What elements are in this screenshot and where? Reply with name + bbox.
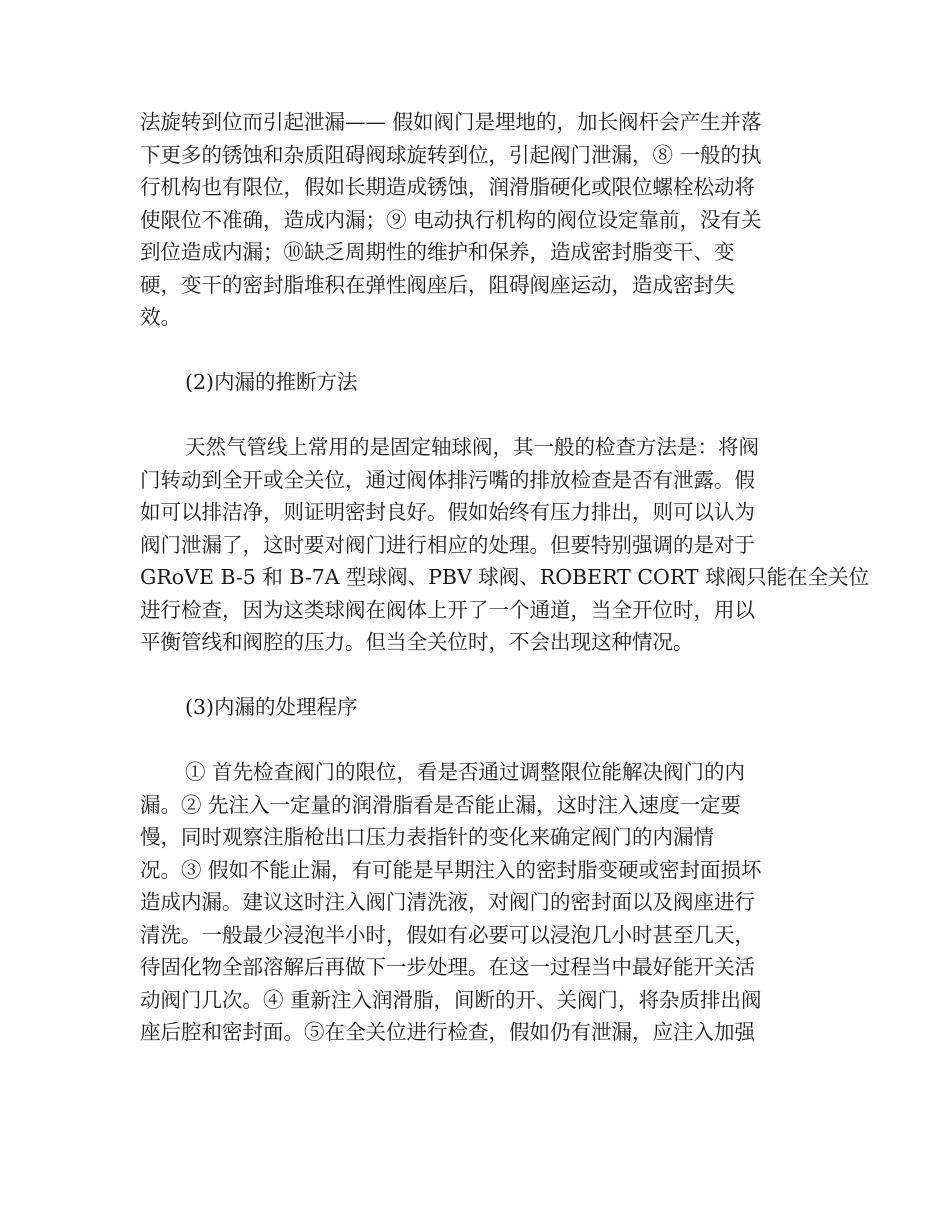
text-line: 法旋转到位而引起泄漏—— 假如阀门是埋地的，加长阀杆会产生并落 bbox=[140, 110, 762, 134]
text-line: ① 首先检查阀门的限位，看是否通过调整限位能解决阀门的内 bbox=[185, 760, 746, 784]
section-heading-leak-detection: (2)内漏的推断方法 bbox=[185, 370, 358, 394]
text-line: 进行检查，因为这类球阀在阀体上开了一个通道，当全开位时，用以 bbox=[140, 597, 755, 622]
text-line: 硬，变干的密封脂堆积在弹性阀座后，阻碍阀座运动，造成密封失 bbox=[140, 272, 735, 297]
text-line: 慢，同时观察注脂枪出口压力表指针的变化来确定阀门的内漏情 bbox=[140, 825, 714, 849]
text-line: 座后腔和密封面。⑤在全关位进行检查，假如仍有泄漏，应注入加强 bbox=[140, 1020, 755, 1044]
text-line: 平衡管线和阀腔的压力。但当全关位时，不会出现这种情况。 bbox=[140, 630, 694, 654]
text-line: 门转动到全开或全关位，通过阀体排污嘴的排放检查是否有泄露。假 bbox=[140, 467, 755, 492]
text-line: 况。③ 假如不能止漏，有可能是早期注入的密封脂变硬或密封面损坏 bbox=[140, 857, 762, 882]
text-line: 行机构也有限位，假如长期造成锈蚀，润滑脂硬化或限位螺栓松动将 bbox=[140, 175, 755, 199]
text-line: 动阀门几次。④ 重新注入润滑脂，间断的开、关阀门，将杂质排出阀 bbox=[140, 987, 762, 1012]
document-body bbox=[140, 106, 870, 1049]
text-line: 天然气管线上常用的是固定轴球阀，其一般的检查方法是：将阀 bbox=[185, 435, 759, 459]
text-line: 待固化物全部溶解后再做下一步处理。在这一过程当中最好能开关活 bbox=[140, 955, 755, 979]
text-line: 效。 bbox=[140, 305, 181, 329]
text-line: 清洗。一般最少浸泡半小时，假如有必要可以浸泡几小时甚至几天， bbox=[140, 922, 755, 947]
section-heading-leak-handling: (3)内漏的处理程序 bbox=[185, 695, 358, 719]
text-line: 到位造成内漏；⑩缺乏周期性的维护和保养，造成密封脂变干、变 bbox=[140, 240, 735, 264]
text-line: 下更多的锈蚀和杂质阻碍阀球旋转到位，引起阀门泄漏，⑧ 一般的执 bbox=[140, 142, 762, 167]
text-line: 漏。② 先注入一定量的润滑脂看是否能止漏，这时注入速度一定要 bbox=[140, 792, 742, 817]
text-line: GRoVE B-5 和 B-7A 型球阀、PBV 球阀、ROBERT CORT 球阀只能在全关位 bbox=[140, 565, 870, 589]
paragraph-leak-detection bbox=[140, 431, 870, 659]
text-line: 如可以排洁净，则证明密封良好。假如始终有压力排出，则可以认为 bbox=[140, 500, 755, 524]
text-line: 使限位不准确，造成内漏；⑨ 电动执行机构的阀位设定靠前，没有关 bbox=[140, 207, 762, 232]
paragraph-leak-causes bbox=[140, 106, 820, 334]
text-line: 造成内漏。建议这时注入阀门清洗液，对阀门的密封面以及阀座进行 bbox=[140, 890, 755, 914]
text-line: 阀门泄漏了，这时要对阀门进行相应的处理。但要特别强调的是对于 bbox=[140, 532, 755, 557]
paragraph-leak-handling bbox=[140, 756, 820, 1049]
